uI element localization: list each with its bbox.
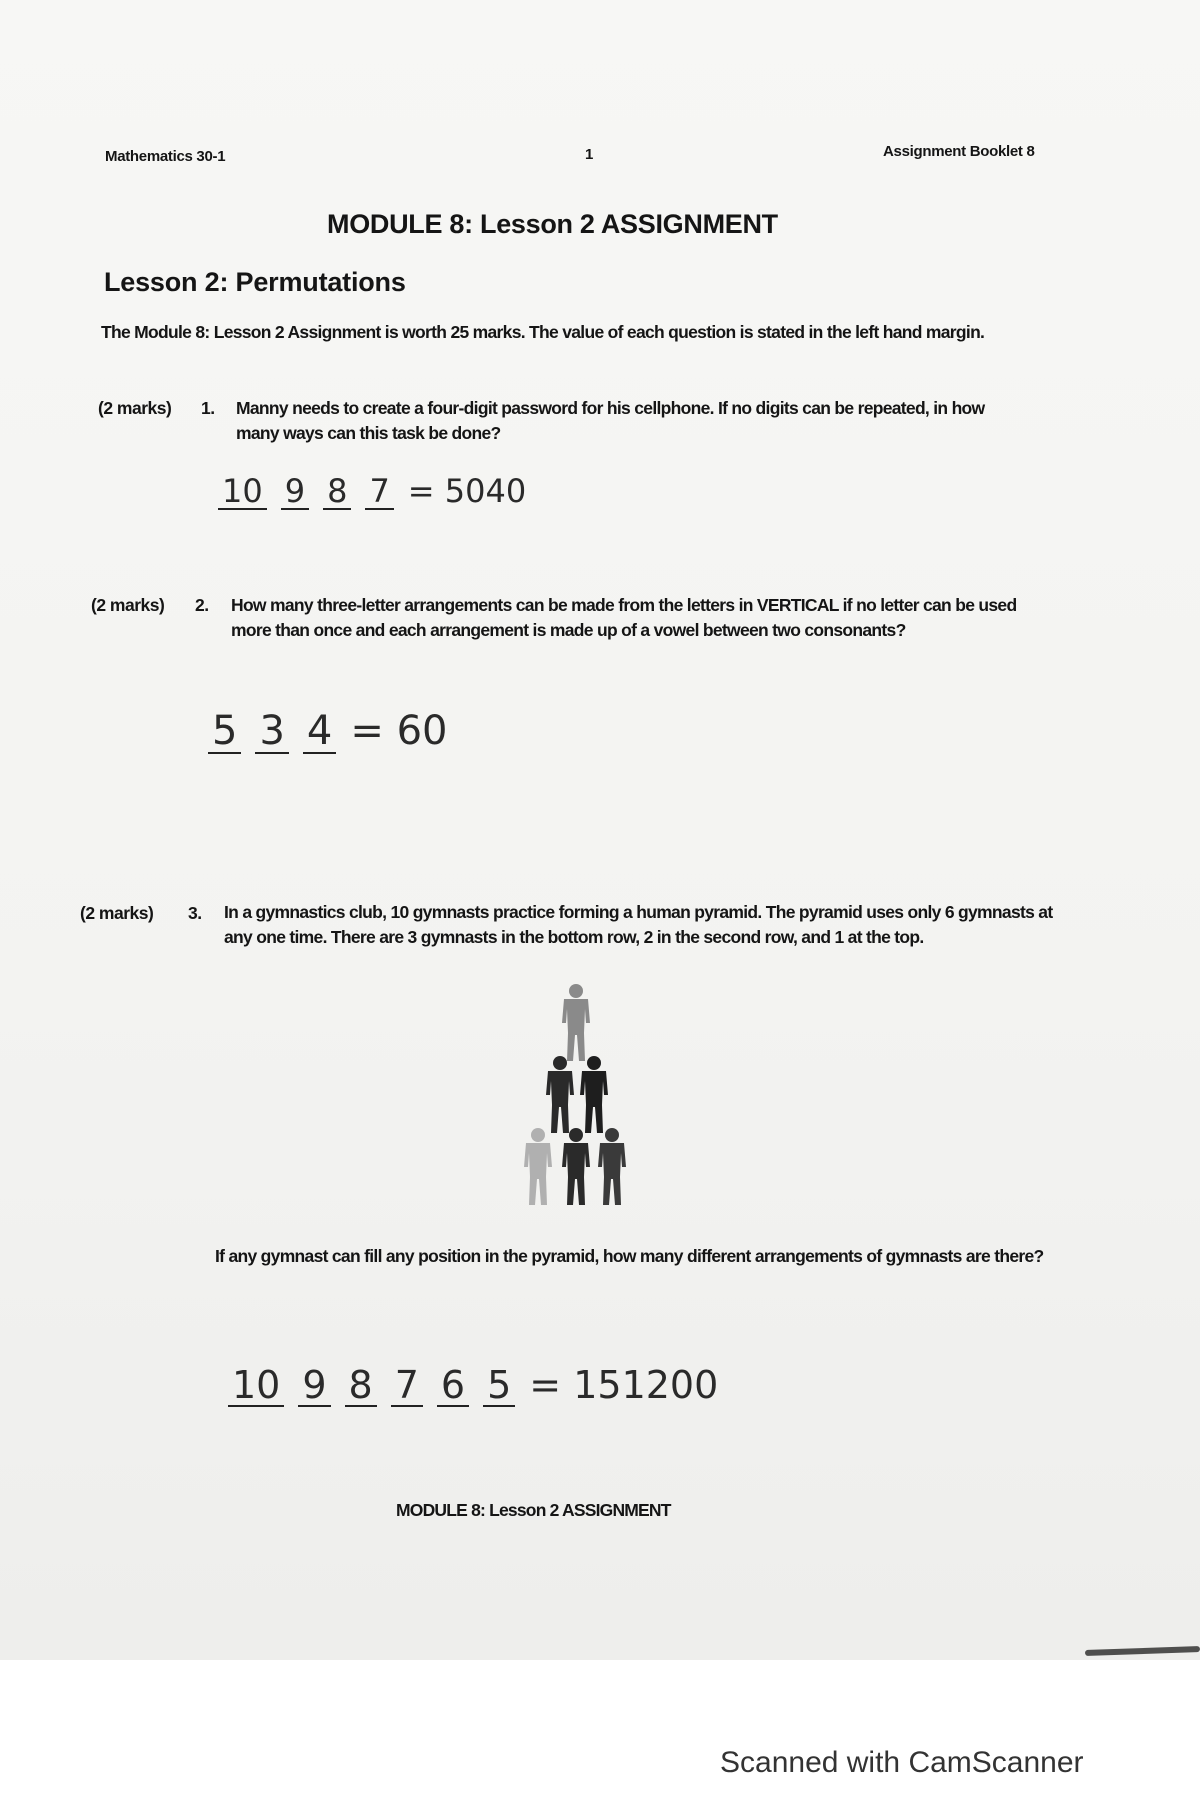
course-name: Mathematics 30-1: [105, 148, 226, 165]
q1-factor: 7: [365, 475, 393, 510]
q1-marks: (2 marks): [98, 398, 172, 418]
q1-answer: [218, 472, 526, 510]
gymnast-middle-left: [546, 1056, 574, 1133]
gymnast-bottom-left: [524, 1128, 552, 1205]
q3-number: 3.: [188, 903, 202, 923]
q1-factor: 8: [323, 475, 351, 510]
q1-text: Manny needs to create a four-digit password for his cellphone. If no digits can be repeated, in how many ways can this task be done?: [236, 398, 985, 443]
camscanner-watermark: Scanned with CamScanner: [720, 1746, 1084, 1779]
q2-marks: (2 marks): [91, 595, 165, 615]
page-number: 1: [585, 146, 594, 163]
q1-factor: 10: [218, 475, 267, 510]
q2-number: 2.: [195, 595, 209, 615]
booklet-name: Assignment Booklet 8: [883, 143, 1035, 160]
scan-margin: [0, 1660, 1200, 1816]
q3-answer: [228, 1363, 718, 1407]
page-footer: MODULE 8: Lesson 2 ASSIGNMENT: [396, 1500, 671, 1520]
q3-followup: If any gymnast can fill any position in the pyramid, how many different arrangements of gymnasts are there?: [215, 1246, 1044, 1266]
q3-text: In a gymnastics club, 10 gymnasts practice forming a human pyramid. The pyramid uses only 6 gymnasts at any one time. There are 3 gymnasts in the bottom row, 2 in the second row, and 1 at the top.: [224, 902, 1053, 947]
q3-marks: (2 marks): [80, 903, 154, 923]
q2-factor: 5: [208, 711, 241, 754]
q2-factor: 3: [255, 711, 288, 754]
q2-result: = 60: [350, 708, 448, 754]
gymnast-middle-right: [580, 1056, 608, 1133]
gymnast-bottom-center: [562, 1128, 590, 1205]
q3-result: = 151200: [529, 1363, 719, 1407]
page-title: MODULE 8: Lesson 2 ASSIGNMENT: [327, 209, 778, 239]
q3-factor: 6: [437, 1366, 469, 1407]
q2-text: How many three-letter arrangements can be made from the letters in VERTICAL if no letter can be used more than once and each arrangement is made up of a vowel between two consonants?: [231, 595, 1017, 640]
human-pyramid-figure: [510, 975, 640, 1215]
gymnast-top: [562, 984, 590, 1061]
q3-factor: 9: [298, 1366, 330, 1407]
q2-factor: 4: [303, 711, 336, 754]
intro-text: The Module 8: Lesson 2 Assignment is worth 25 marks. The value of each question is stated in the left hand margin.: [101, 322, 985, 342]
gymnast-bottom-right: [598, 1128, 626, 1205]
q2-answer: [208, 708, 448, 754]
q1-number: 1.: [201, 398, 215, 418]
q3-factor: 7: [391, 1366, 423, 1407]
q1-factor: 9: [281, 475, 309, 510]
lesson-subtitle: Lesson 2: Permutations: [104, 267, 406, 297]
q3-factor: 5: [483, 1366, 515, 1407]
q1-result: = 5040: [407, 472, 527, 510]
q3-factor: 10: [228, 1366, 284, 1407]
q3-factor: 8: [345, 1366, 377, 1407]
